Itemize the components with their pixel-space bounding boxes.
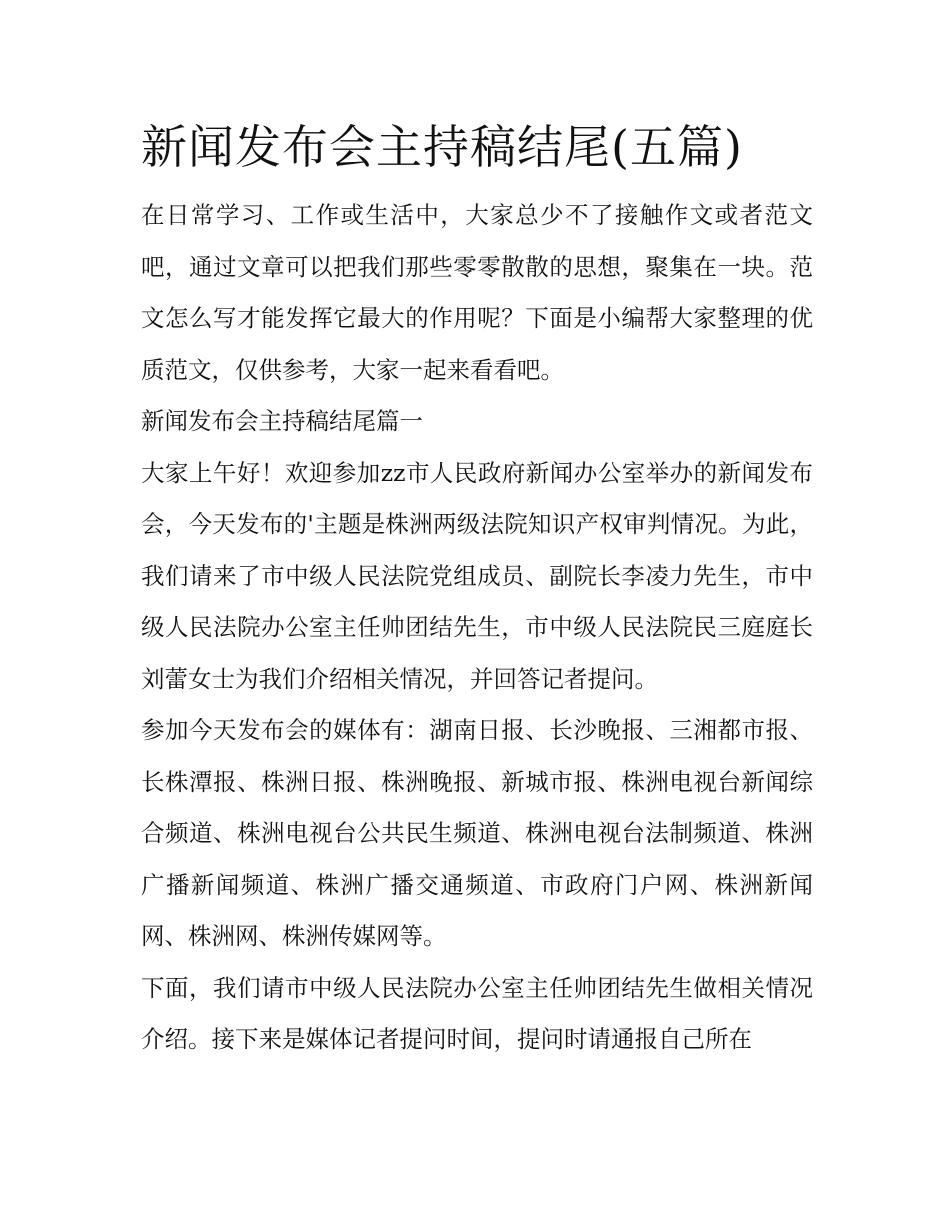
document-title: 新闻发布会主持稿结尾(五篇) [141,120,743,174]
document-page [141,110,813,1066]
body-paragraph-3: 下面，我们请市中级人民法院办公室主任帅团结先生做相关情况介绍。接下来是媒体记者提问时间，提问时请通报自己所在 [141,973,813,1053]
intro-paragraph: 在日常学习、工作或生活中，大家总少不了接触作文或者范文吧，通过文章可以把我们那些零零散散的思想，聚集在一块。范文怎么写才能发挥它最大的作用呢？下面是小编帮大家整理的优质范文，仅供参考，大家一起来看看吧。 [141,201,813,384]
body-paragraph-1: 大家上午好！欢迎参加zz市人民政府新闻办公室举办的新闻发布会，今天发布的'主题是株洲两级法院知识产权审判情况。为此，我们请来了市中级人民法院党组成员、副院长李凌力先生，市中级人民法院办公室主任帅团结先生，市中级人民法院民三庭庭长刘蕾女士为我们介绍相关情况，并回答记者提问。 [141,458,813,693]
body-paragraph-2: 参加今天发布会的媒体有：湖南日报、长沙晚报、三湘都市报、长株潭报、株洲日报、株洲晚报、新城市报、株洲电视台新闻综合频道、株洲电视台公共民生频道、株洲电视台法制频道、株洲广播新闻频道、株洲广播交通频道、市政府门户网、株洲新闻网、株洲网、株洲传媒网等。 [141,716,813,950]
section-heading: 新闻发布会主持稿结尾篇一 [141,407,423,435]
